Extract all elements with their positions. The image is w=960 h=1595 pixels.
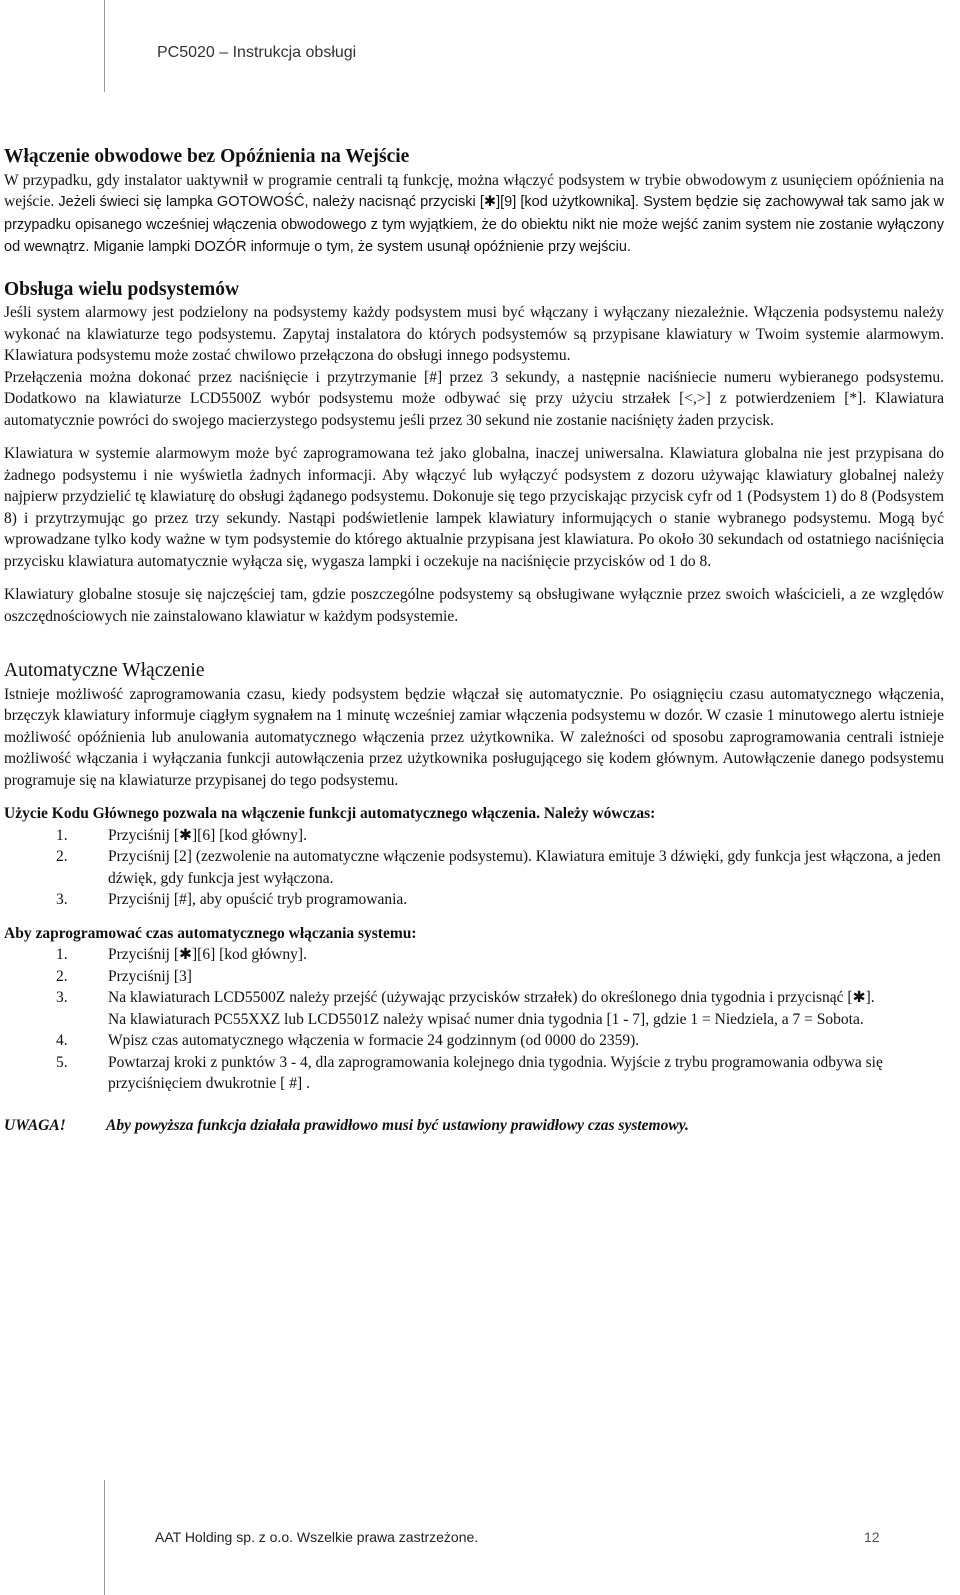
- list-item: 1. Przyciśnij [✱][6] [kod główny].: [56, 826, 307, 844]
- numbered-list-master-code: [4, 825, 944, 911]
- warning-note: [4, 1115, 944, 1137]
- list-title-auto-arm-time: Aby zaprogramować czas automatycznego włączania systemu:: [4, 924, 417, 942]
- header-divider-line: [104, 0, 105, 92]
- page-header-title: PC5020 – Instrukcja obsługi: [157, 44, 357, 61]
- paragraph-perimeter-arming: [4, 170, 944, 259]
- footer-divider-line: [104, 1480, 105, 1595]
- list-item: 2. Przyciśnij [2] (zezwolenie na automatyczne włączenie podsystemu). Klawiatura emituje 3 dźwięki, gdy funkcja jest włączona, a jeden dźwięk, gdy funkcja jest wyłączona.: [56, 848, 941, 887]
- paragraph-partitions-1: Jeśli system alarmowy jest podzielony na podsystemy każdy podsystem musi być włączany i wyłączany niezależnie. Włączenia podsystemu należy wykonać na klawiaturze tego podsystemu. Zapytaj instalatora do których podsystemów są przypisane klawiatury w Twoim systemie alarmowym. Klawiatura podsystemu może zostać chwilowo przełączona do obsługi innego podsystemu.: [4, 304, 944, 364]
- list-item: 3. Przyciśnij [#], aby opuścić tryb programowania.: [56, 891, 408, 908]
- paragraph-text: W przypadku, gdy instalator uaktywnił w programie centrali tą funkcję, można włączyć podsystem w trybie obwodowym z usunięciem opóźnienia na wejście.: [4, 171, 944, 210]
- document-body: [4, 146, 944, 1136]
- paragraph-text-sans: Jeżeli świeci się lampka GOTOWOŚĆ, należy nacisnąć przyciski [✱][9] [kod użytkownika]. System będzie się zachowywał tak samo jak w przypadku opisanego wcześniej włączenia obwodowego z tym wyjątkiem, że do obiektu nikt nie może wejść zanim system nie zostanie wyłączony od wewnątrz. Miganie lampki DOZÓR informuje o tym, że system usunął opóźnienie przy wejściu.: [4, 194, 945, 255]
- section-heading-perimeter-arming: Włączenie obwodowe bez Opóźnienia na Wejście: [4, 146, 410, 167]
- section-heading-auto-arming: Automatyczne Włączenie: [4, 660, 205, 681]
- section-heading-multiple-partitions: Obsługa wielu podsystemów: [4, 278, 240, 300]
- warning-text: Aby powyższa funkcja działała prawidłowo musi być ustawiony prawidłowy czas systemowy.: [106, 1116, 689, 1134]
- page-number: 12: [864, 1529, 880, 1545]
- warning-label: UWAGA!: [4, 1116, 66, 1134]
- paragraph-auto-arming: Istnieje możliwość zaprogramowania czasu, kiedy podsystem będzie włączał się automatycznie. Po osiągnięciu czasu automatycznego włączenia, brzęczyk klawiatury informuje ciągłym sygnałem na 1 minutę wcześniej zamiar włączenia podsystemu w dozór. W czasie 1 minutowego alertu istnieje możliwość opóźnienia lub anulowania automatycznego włączenia przez użytkownika. W zależności od sposobu zaprogramowania centrali istnieje możliwość włączania i wyłączania funkcji autowłączenia przez użytkownika posługującego się kodem głównym. Autowłączenie danego podsystemu programuje się na klawiaturze przypisanej do tego podsystemu.: [4, 685, 944, 789]
- list-item: 1. Przyciśnij [✱][6] [kod główny].: [56, 946, 307, 963]
- paragraph-partitions-3: Klawiatura w systemie alarmowym może być zaprogramowana też jako globalna, inaczej uniwersalna. Klawiatura globalna nie jest przypisana do żadnego podsystemu i nie wyświetla żadnych informacji. Aby włączyć lub wyłączyć podsystem z dozoru używając klawiatury globalnej należy najpierw przydzielić tę klawiaturę do obsługi żądanego podsystemu. Dokonuje się tego przyciskając przycisk cyfr od 1 (Podsystem 1) do 8 (Podsystem 8) i przytrzymując go przez trzy sekundy. Nastąpi podświetlenie lampek klawiatury informujących o stanie wybranego podsystemu. Mogą być wprowadzane tylko kody ważne w tym podsystemie do którego aktualnie przypisana jest klawiatura. Po około 30 sekundach od ostatniego naciśnięcia przycisku klawiatura automatycznie wyłącza się, wygasza lampki i oczekuje na naciśnięcie przycisków od 1 do 8.: [4, 445, 944, 570]
- footer-copyright: AAT Holding sp. z o.o. Wszelkie prawa zastrzeżone.: [155, 1529, 479, 1545]
- list-item: 4. Wpisz czas automatycznego włączenia w formacie 24 godzinnym (od 0000 do 2359).: [56, 1032, 640, 1049]
- list-title-master-code: Użycie Kodu Głównego pozwala na włączenie funkcji automatycznego włączenia. Należy wówczas:: [4, 805, 656, 822]
- paragraph-partitions-2: Przełączenia można dokonać przez naciśnięcie i przytrzymanie [#] przez 3 sekundy, a następnie naciśniecie numeru wybieranego podsystemu. Dodatkowo na klawiaturze LCD5500Z wybór podsystemu może odbywać się przy użyciu strzałek [<,>] z potwierdzeniem [*]. Klawiatura automatycznie powróci do swojego macierzystego podsystemu jeśli przez 30 sekund nie zostanie naciśnięty żaden przycisk.: [4, 368, 944, 429]
- numbered-list-auto-arm-time: [4, 944, 944, 1095]
- list-item: 2. Przyciśnij [3]: [56, 967, 192, 985]
- list-item: 3. Na klawiaturach LCD5500Z należy przejść (używając przycisków strzałek) do określonego dnia tygodnia i przycisnąć [✱]. Na klawiaturach PC55XXZ lub LCD5501Z należy wpisać numer dnia tygodnia [1 - 7], gdzie 1 = Niedziela, a 7 = Sobota.: [56, 989, 875, 1028]
- paragraph-partitions-4: Klawiatury globalne stosuje się najczęściej tam, gdzie poszczególne podsystemy są obsługiwane wyłącznie przez swoich właścicieli, a ze względów oszczędnościowych nie zainstalowano klawiatur w każdym podsystemie.: [4, 586, 944, 625]
- list-item: 5. Powtarzaj kroki z punktów 3 - 4, dla zaprogramowania kolejnego dnia tygodnia. Wyjście z trybu programowania odbywa się przyciśnięciem dwukrotnie [ #] .: [56, 1053, 883, 1092]
